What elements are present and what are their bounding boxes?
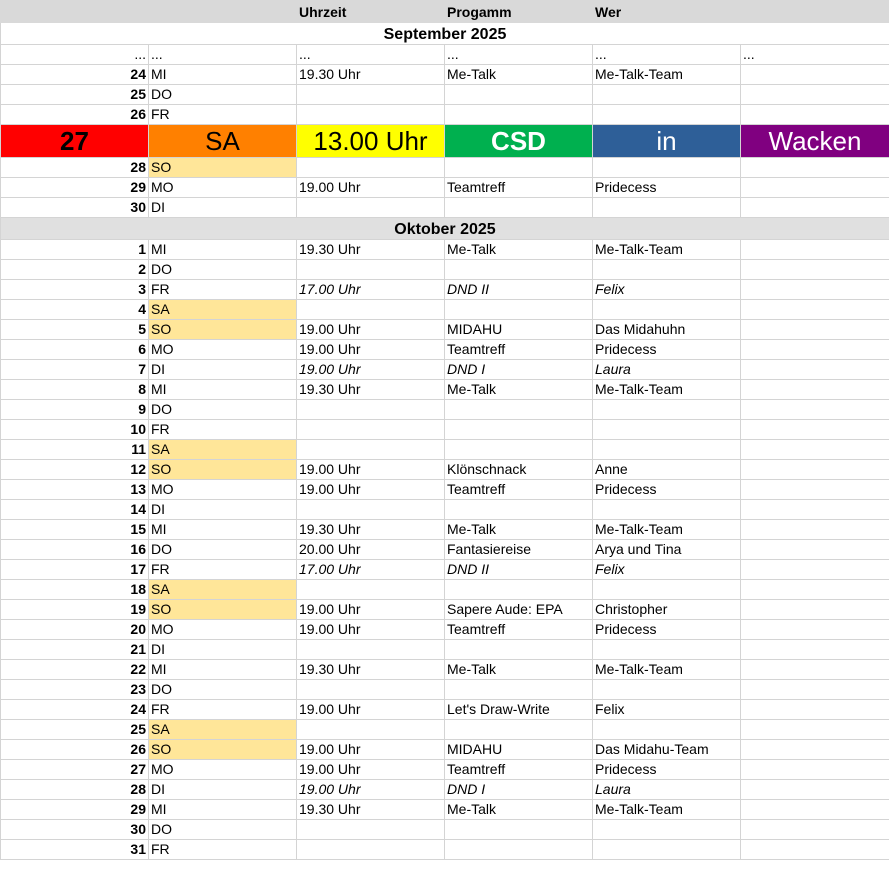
program-cell[interactable] [445,158,593,178]
time-cell[interactable] [297,580,445,600]
table-row [1,420,889,440]
table-row [1,580,889,600]
extra-cell[interactable] [741,280,889,300]
ellipsis-row [1,45,889,65]
time-cell[interactable] [297,105,445,125]
table-row [1,600,889,620]
extra-cell[interactable] [741,560,889,580]
weekday-cell[interactable]: SA [149,440,297,460]
extra-cell[interactable] [741,600,889,620]
day-number-cell[interactable]: 29 [1,800,149,820]
weekday-cell[interactable]: SO [149,600,297,620]
program-cell[interactable]: Teamtreff [445,178,593,198]
weekday-cell[interactable]: FR [149,105,297,125]
weekday-cell[interactable]: FR [149,560,297,580]
header-cell-program[interactable]: Progamm [445,1,593,23]
program-cell[interactable]: Me-Talk [445,240,593,260]
day-number-cell[interactable]: 13 [1,480,149,500]
table-row [1,65,889,85]
weekday-cell[interactable]: DO [149,400,297,420]
program-cell[interactable]: Teamtreff [445,620,593,640]
program-cell[interactable]: DND II [445,280,593,300]
day-number-cell[interactable]: 29 [1,178,149,198]
weekday-cell[interactable]: SO [149,740,297,760]
table-row [1,240,889,260]
who-cell[interactable]: Me-Talk-Team [593,380,741,400]
header-cell-extra[interactable] [741,1,889,23]
csd-location-cell[interactable]: Wacken [741,125,889,158]
day-number-cell[interactable]: 28 [1,158,149,178]
extra-cell[interactable] [741,760,889,780]
who-cell[interactable]: Felix [593,560,741,580]
day-number-cell[interactable]: 14 [1,500,149,520]
who-cell[interactable] [593,680,741,700]
who-cell[interactable]: Das Midahuhn [593,320,741,340]
time-cell[interactable] [297,820,445,840]
weekday-cell[interactable]: SA [149,300,297,320]
weekday-cell[interactable]: MI [149,660,297,680]
weekday-cell[interactable]: MI [149,65,297,85]
program-cell[interactable]: Me-Talk [445,380,593,400]
header-cell-day[interactable] [1,1,149,23]
table-row [1,380,889,400]
program-cell[interactable]: MIDAHU [445,740,593,760]
program-cell[interactable] [445,300,593,320]
extra-cell[interactable] [741,500,889,520]
day-number-cell[interactable]: 26 [1,105,149,125]
table-row [1,360,889,380]
weekday-cell[interactable]: DI [149,198,297,218]
extra-cell[interactable] [741,440,889,460]
extra-cell[interactable] [741,178,889,198]
ellipsis-cell[interactable]: ... [593,45,741,65]
table-row [1,340,889,360]
program-cell[interactable]: Teamtreff [445,340,593,360]
csd-highlight-row [1,125,889,158]
day-number-cell[interactable]: 28 [1,780,149,800]
day-number-cell[interactable]: 7 [1,360,149,380]
header-cell-time[interactable]: Uhrzeit [297,1,445,23]
time-cell[interactable]: 17.00 Uhr [297,560,445,580]
time-cell[interactable]: 19.00 Uhr [297,320,445,340]
time-cell[interactable] [297,840,445,860]
ellipsis-cell[interactable]: ... [1,45,149,65]
weekday-cell[interactable]: MO [149,340,297,360]
who-cell[interactable]: Pridecess [593,480,741,500]
time-cell[interactable] [297,198,445,218]
table-row [1,460,889,480]
csd-in-cell[interactable]: in [593,125,741,158]
who-cell[interactable] [593,840,741,860]
extra-cell[interactable] [741,580,889,600]
day-number-cell[interactable]: 20 [1,620,149,640]
ellipsis-cell[interactable]: ... [297,45,445,65]
time-cell[interactable] [297,158,445,178]
table-row [1,720,889,740]
time-cell[interactable]: 19.00 Uhr [297,760,445,780]
time-cell[interactable]: 17.00 Uhr [297,280,445,300]
table-row [1,500,889,520]
program-cell[interactable] [445,420,593,440]
program-cell[interactable] [445,640,593,660]
who-cell[interactable] [593,400,741,420]
weekday-cell[interactable]: DI [149,780,297,800]
program-cell[interactable] [445,440,593,460]
day-number-cell[interactable]: 21 [1,640,149,660]
table-row [1,320,889,340]
table-row [1,660,889,680]
who-cell[interactable] [593,420,741,440]
table-row [1,178,889,198]
program-cell[interactable] [445,400,593,420]
program-cell[interactable]: Sapere Aude: EPA [445,600,593,620]
time-cell[interactable] [297,720,445,740]
who-cell[interactable] [593,158,741,178]
who-cell[interactable]: Felix [593,280,741,300]
who-cell[interactable]: Pridecess [593,178,741,198]
extra-cell[interactable] [741,240,889,260]
table-row [1,740,889,760]
day-number-cell[interactable]: 30 [1,820,149,840]
weekday-cell[interactable]: DO [149,820,297,840]
table-row [1,480,889,500]
day-number-cell[interactable]: 19 [1,600,149,620]
time-cell[interactable]: 19.00 Uhr [297,600,445,620]
extra-cell[interactable] [741,198,889,218]
time-cell[interactable]: 19.00 Uhr [297,460,445,480]
who-cell[interactable]: Me-Talk-Team [593,240,741,260]
extra-cell[interactable] [741,680,889,700]
program-cell[interactable]: Me-Talk [445,800,593,820]
table-row [1,158,889,178]
who-cell[interactable] [593,820,741,840]
day-number-cell[interactable]: 6 [1,340,149,360]
ellipsis-cell[interactable]: ... [149,45,297,65]
table-row [1,640,889,660]
time-cell[interactable]: 19.30 Uhr [297,240,445,260]
program-cell[interactable]: DND II [445,560,593,580]
extra-cell[interactable] [741,85,889,105]
weekday-cell[interactable]: MO [149,178,297,198]
extra-cell[interactable] [741,460,889,480]
day-number-cell[interactable]: 9 [1,400,149,420]
time-cell[interactable] [297,300,445,320]
time-cell[interactable] [297,440,445,460]
time-cell[interactable]: 19.00 Uhr [297,700,445,720]
weekday-cell[interactable]: DO [149,540,297,560]
who-cell[interactable] [593,720,741,740]
weekday-cell[interactable]: FR [149,280,297,300]
time-cell[interactable] [297,85,445,105]
time-cell[interactable]: 20.00 Uhr [297,540,445,560]
extra-cell[interactable] [741,720,889,740]
weekday-cell[interactable]: MO [149,620,297,640]
who-cell[interactable]: Laura [593,360,741,380]
who-cell[interactable] [593,260,741,280]
who-cell[interactable]: Me-Talk-Team [593,800,741,820]
program-cell[interactable] [445,680,593,700]
header-row [1,1,889,23]
day-number-cell[interactable]: 24 [1,700,149,720]
table-row [1,620,889,640]
weekday-cell[interactable]: DI [149,360,297,380]
program-cell[interactable] [445,840,593,860]
header-cell-who[interactable]: Wer [593,1,741,23]
table-row [1,400,889,420]
day-number-cell[interactable]: 17 [1,560,149,580]
weekday-cell[interactable]: FR [149,420,297,440]
time-cell[interactable] [297,640,445,660]
time-cell[interactable]: 19.00 Uhr [297,480,445,500]
day-number-cell[interactable]: 4 [1,300,149,320]
who-cell[interactable]: Me-Talk-Team [593,65,741,85]
weekday-cell[interactable]: SA [149,720,297,740]
who-cell[interactable]: Pridecess [593,340,741,360]
weekday-cell[interactable]: FR [149,840,297,860]
table-row [1,840,889,860]
day-number-cell[interactable]: 25 [1,720,149,740]
extra-cell[interactable] [741,640,889,660]
table-row [1,105,889,125]
extra-cell[interactable] [741,380,889,400]
day-number-cell[interactable]: 5 [1,320,149,340]
program-cell[interactable]: Me-Talk [445,65,593,85]
month-title[interactable]: September 2025 [1,23,889,45]
who-cell[interactable] [593,198,741,218]
weekday-cell[interactable]: MI [149,520,297,540]
who-cell[interactable]: Me-Talk-Team [593,660,741,680]
time-cell[interactable]: 19.30 Uhr [297,65,445,85]
day-number-cell[interactable]: 3 [1,280,149,300]
table-row [1,560,889,580]
extra-cell[interactable] [741,65,889,85]
extra-cell[interactable] [741,540,889,560]
day-number-cell[interactable]: 15 [1,520,149,540]
table-row [1,760,889,780]
extra-cell[interactable] [741,660,889,680]
who-cell[interactable] [593,85,741,105]
table-row [1,800,889,820]
who-cell[interactable]: Anne [593,460,741,480]
program-cell[interactable]: Me-Talk [445,660,593,680]
day-number-cell[interactable]: 22 [1,660,149,680]
month-row-oktober [1,218,889,240]
extra-cell[interactable] [741,840,889,860]
weekday-cell[interactable]: DO [149,260,297,280]
weekday-cell[interactable]: DO [149,680,297,700]
extra-cell[interactable] [741,780,889,800]
weekday-cell[interactable]: DO [149,85,297,105]
csd-day-cell[interactable]: 27 [1,125,149,158]
time-cell[interactable]: 19.30 Uhr [297,380,445,400]
program-cell[interactable]: Teamtreff [445,760,593,780]
program-cell[interactable] [445,720,593,740]
program-cell[interactable] [445,85,593,105]
weekday-cell[interactable]: MO [149,760,297,780]
extra-cell[interactable] [741,420,889,440]
time-cell[interactable] [297,420,445,440]
program-cell[interactable]: Klönschnack [445,460,593,480]
program-cell[interactable]: Me-Talk [445,520,593,540]
table-row [1,520,889,540]
day-number-cell[interactable]: 23 [1,680,149,700]
time-cell[interactable]: 19.00 Uhr [297,620,445,640]
weekday-cell[interactable]: DI [149,500,297,520]
day-number-cell[interactable]: 16 [1,540,149,560]
weekday-cell[interactable]: SO [149,320,297,340]
extra-cell[interactable] [741,700,889,720]
time-cell[interactable]: 19.30 Uhr [297,800,445,820]
program-cell[interactable] [445,580,593,600]
program-cell[interactable]: MIDAHU [445,320,593,340]
weekday-cell[interactable]: SO [149,460,297,480]
csd-program-cell[interactable]: CSD [445,125,593,158]
who-cell[interactable]: Pridecess [593,760,741,780]
csd-time-cell[interactable]: 13.00 Uhr [297,125,445,158]
table-row [1,540,889,560]
extra-cell[interactable] [741,480,889,500]
day-number-cell[interactable]: 25 [1,85,149,105]
extra-cell[interactable] [741,620,889,640]
extra-cell[interactable] [741,260,889,280]
weekday-cell[interactable]: MI [149,800,297,820]
day-number-cell[interactable]: 12 [1,460,149,480]
who-cell[interactable]: Laura [593,780,741,800]
weekday-cell[interactable]: MI [149,240,297,260]
table-row [1,780,889,800]
program-cell[interactable] [445,260,593,280]
month-title[interactable]: Oktober 2025 [1,218,889,240]
table-row [1,85,889,105]
who-cell[interactable]: Me-Talk-Team [593,520,741,540]
weekday-cell[interactable]: DI [149,640,297,660]
who-cell[interactable]: Pridecess [593,620,741,640]
extra-cell[interactable] [741,300,889,320]
day-number-cell[interactable]: 18 [1,580,149,600]
who-cell[interactable] [593,500,741,520]
program-cell[interactable] [445,820,593,840]
program-cell[interactable]: Let's Draw-Write [445,700,593,720]
time-cell[interactable] [297,680,445,700]
header-cell-weekday[interactable] [149,1,297,23]
day-number-cell[interactable]: 8 [1,380,149,400]
weekday-cell[interactable]: SA [149,580,297,600]
time-cell[interactable] [297,260,445,280]
day-number-cell[interactable]: 1 [1,240,149,260]
table-row [1,440,889,460]
extra-cell[interactable] [741,158,889,178]
csd-weekday-cell[interactable]: SA [149,125,297,158]
extra-cell[interactable] [741,105,889,125]
day-number-cell[interactable]: 27 [1,760,149,780]
who-cell[interactable] [593,105,741,125]
day-number-cell[interactable]: 24 [1,65,149,85]
weekday-cell[interactable]: FR [149,700,297,720]
table-row [1,198,889,218]
time-cell[interactable]: 19.00 Uhr [297,780,445,800]
weekday-cell[interactable]: SO [149,158,297,178]
who-cell[interactable] [593,640,741,660]
extra-cell[interactable] [741,340,889,360]
program-cell[interactable]: DND I [445,780,593,800]
ellipsis-cell[interactable]: ... [445,45,593,65]
time-cell[interactable]: 19.30 Uhr [297,520,445,540]
program-cell[interactable]: DND I [445,360,593,380]
who-cell[interactable]: Das Midahu-Team [593,740,741,760]
table-row [1,820,889,840]
extra-cell[interactable] [741,740,889,760]
time-cell[interactable]: 19.00 Uhr [297,360,445,380]
day-number-cell[interactable]: 31 [1,840,149,860]
time-cell[interactable]: 19.00 Uhr [297,340,445,360]
extra-cell[interactable] [741,320,889,340]
table-row [1,260,889,280]
ellipsis-cell[interactable]: ... [741,45,889,65]
extra-cell[interactable] [741,520,889,540]
extra-cell[interactable] [741,360,889,380]
time-cell[interactable] [297,400,445,420]
day-number-cell[interactable]: 10 [1,420,149,440]
table-row [1,700,889,720]
extra-cell[interactable] [741,400,889,420]
day-number-cell[interactable]: 26 [1,740,149,760]
who-cell[interactable]: Felix [593,700,741,720]
program-cell[interactable]: Fantasiereise [445,540,593,560]
program-cell[interactable] [445,198,593,218]
program-cell[interactable] [445,500,593,520]
who-cell[interactable]: Christopher [593,600,741,620]
day-number-cell[interactable]: 11 [1,440,149,460]
time-cell[interactable]: 19.30 Uhr [297,660,445,680]
time-cell[interactable]: 19.00 Uhr [297,740,445,760]
extra-cell[interactable] [741,820,889,840]
extra-cell[interactable] [741,800,889,820]
day-number-cell[interactable]: 2 [1,260,149,280]
who-cell[interactable]: Arya und Tina [593,540,741,560]
who-cell[interactable] [593,580,741,600]
table-row [1,280,889,300]
table-row [1,300,889,320]
weekday-cell[interactable]: MO [149,480,297,500]
weekday-cell[interactable]: MI [149,380,297,400]
day-number-cell[interactable]: 30 [1,198,149,218]
time-cell[interactable]: 19.00 Uhr [297,178,445,198]
time-cell[interactable] [297,500,445,520]
who-cell[interactable] [593,300,741,320]
program-cell[interactable]: Teamtreff [445,480,593,500]
table-row [1,680,889,700]
program-cell[interactable] [445,105,593,125]
month-row-september [1,23,889,45]
who-cell[interactable] [593,440,741,460]
